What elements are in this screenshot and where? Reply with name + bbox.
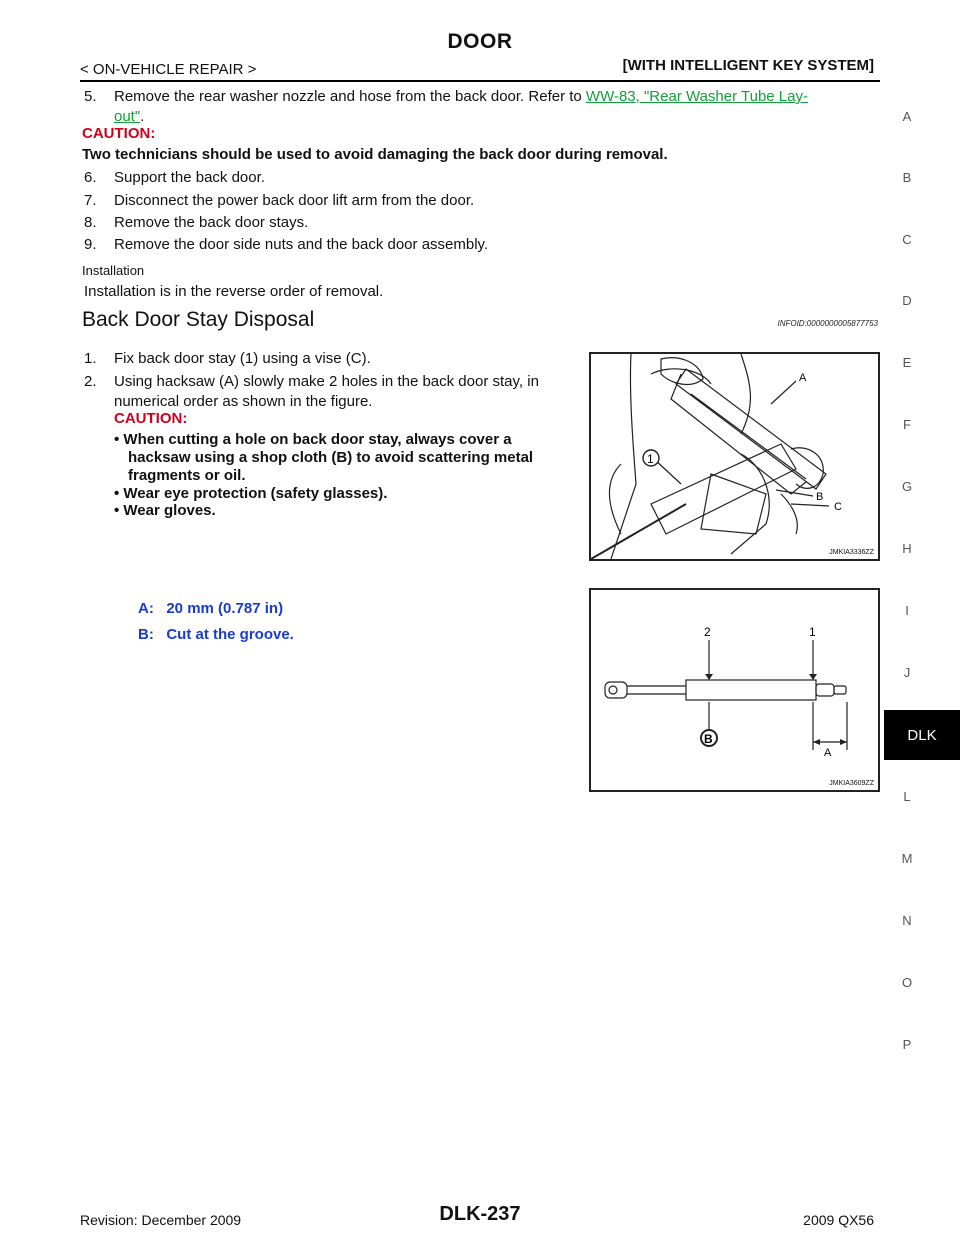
step-number: 8. bbox=[84, 214, 97, 231]
groove-label: B bbox=[704, 732, 713, 746]
info-id: INFOID:0000000005877753 bbox=[777, 319, 878, 328]
step-number: 2. bbox=[84, 373, 97, 390]
caution-text: Two technicians should be used to avoid damaging the back door during removal. bbox=[82, 146, 668, 163]
step-5-continued bbox=[114, 107, 144, 127]
index-letter-c[interactable]: C bbox=[902, 232, 912, 247]
index-letter-p[interactable]: P bbox=[902, 1037, 912, 1052]
index-letter-b[interactable]: B bbox=[902, 170, 912, 185]
header-system-label: [WITH INTELLIGENT KEY SYSTEM] bbox=[622, 57, 874, 74]
index-letter-f[interactable]: F bbox=[903, 417, 911, 432]
stay-illustration bbox=[591, 590, 878, 790]
installation-heading: Installation bbox=[82, 263, 145, 278]
cut-point-2-label: 2 bbox=[704, 625, 711, 639]
step-text: Support the back door. bbox=[114, 169, 265, 186]
figure-code: JMKIA3609ZZ bbox=[829, 780, 874, 787]
step-text: Remove the rear washer nozzle and hose from the back door. Refer to bbox=[114, 88, 586, 105]
index-letter-i[interactable]: I bbox=[905, 603, 909, 618]
index-tab-dlk-active[interactable]: DLK bbox=[884, 710, 960, 760]
callout-1: 1 bbox=[647, 452, 654, 466]
caution-bullet-1-line3: fragments or oil. bbox=[128, 467, 246, 484]
header-divider bbox=[80, 80, 880, 82]
caution-bullet-1-line2: hacksaw using a shop cloth (B) to avoid scattering metal bbox=[128, 449, 534, 466]
dimension-a-label: A bbox=[824, 747, 832, 759]
section-index-sidebar bbox=[884, 0, 960, 1242]
disposal-step-2 bbox=[84, 372, 539, 392]
step-text-tail: . bbox=[140, 108, 145, 125]
caution-bullet-3: • Wear gloves. bbox=[114, 502, 216, 519]
step-number: 7. bbox=[84, 192, 97, 209]
reference-link-continued[interactable]: out" bbox=[114, 108, 141, 125]
step-text: Remove the back door stays. bbox=[114, 214, 309, 231]
step-text: Disconnect the power back door lift arm from the door. bbox=[114, 192, 475, 209]
section-title: Back Door Stay Disposal bbox=[82, 308, 315, 331]
footer-revision: Revision: December 2009 bbox=[80, 1212, 242, 1228]
caution-label: CAUTION: bbox=[82, 125, 156, 142]
step-number: 1. bbox=[84, 350, 97, 367]
legend-text: Cut at the groove. bbox=[166, 626, 294, 643]
step-8 bbox=[84, 213, 308, 233]
installation-text: Installation is in the reverse order of removal. bbox=[84, 283, 384, 300]
disposal-step-2-line2: numerical order as shown in the figure. bbox=[114, 393, 373, 410]
step-5 bbox=[84, 87, 884, 107]
step-number: 5. bbox=[84, 88, 97, 105]
index-letter-j[interactable]: J bbox=[903, 665, 911, 680]
figure-hacksaw-cutting bbox=[589, 352, 880, 561]
footer-page-number: DLK-237 bbox=[439, 1203, 521, 1225]
caution-label: CAUTION: bbox=[114, 410, 188, 427]
hacksaw-illustration bbox=[591, 354, 878, 559]
legend-item-a bbox=[138, 600, 283, 617]
caution-bullet-1: • When cutting a hole on back door stay, always cover a bbox=[114, 431, 512, 448]
step-7 bbox=[84, 191, 474, 211]
disposal-step-1 bbox=[84, 349, 371, 369]
index-letter-g[interactable]: G bbox=[901, 479, 913, 494]
footer-model: 2009 QX56 bbox=[803, 1212, 874, 1228]
figure-code: JMKIA3336ZZ bbox=[829, 549, 874, 556]
step-text: Fix back door stay (1) using a vise (C). bbox=[114, 350, 371, 367]
step-text: Using hacksaw (A) slowly make 2 holes in the back door stay, in bbox=[114, 373, 539, 390]
callout-b: B bbox=[816, 491, 824, 503]
step-text: Remove the door side nuts and the back door assembly. bbox=[114, 236, 489, 253]
legend-key: A: bbox=[138, 600, 154, 617]
legend-text: 20 mm (0.787 in) bbox=[166, 600, 284, 617]
index-letter-o[interactable]: O bbox=[901, 975, 913, 990]
step-6 bbox=[84, 168, 265, 188]
index-letter-l[interactable]: L bbox=[903, 789, 911, 804]
header-section-label: < ON-VEHICLE REPAIR > bbox=[80, 61, 257, 78]
callout-a: A bbox=[799, 372, 807, 384]
figure-stay-cut-points bbox=[589, 588, 880, 792]
page-title: DOOR bbox=[447, 30, 513, 53]
callout-c: C bbox=[834, 501, 842, 513]
caution-bullet-2: • Wear eye protection (safety glasses). bbox=[114, 485, 388, 502]
cut-point-1-label: 1 bbox=[809, 625, 816, 639]
index-letter-n[interactable]: N bbox=[902, 913, 912, 928]
reference-link[interactable]: WW-83, "Rear Washer Tube Lay- bbox=[585, 88, 808, 105]
index-letter-a[interactable]: A bbox=[902, 109, 912, 124]
index-letter-m[interactable]: M bbox=[901, 851, 913, 866]
index-letter-h[interactable]: H bbox=[902, 541, 912, 556]
index-letter-e[interactable]: E bbox=[902, 355, 912, 370]
index-letter-d[interactable]: D bbox=[902, 293, 912, 308]
step-9 bbox=[84, 235, 488, 255]
legend-item-b bbox=[138, 626, 294, 643]
step-number: 6. bbox=[84, 169, 97, 186]
legend-key: B: bbox=[138, 626, 154, 643]
step-number: 9. bbox=[84, 236, 97, 253]
